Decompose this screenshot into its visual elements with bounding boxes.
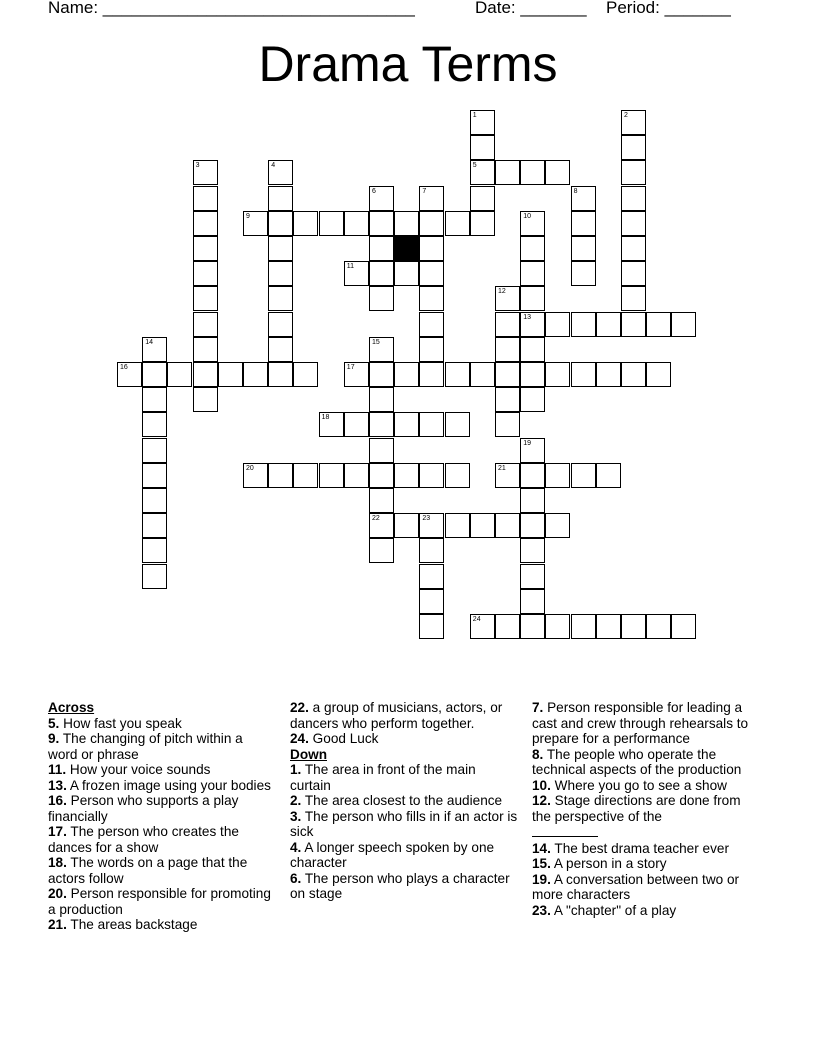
clue-number-label: 9.: [48, 731, 60, 746]
grid-cell[interactable]: [470, 186, 495, 211]
name-field[interactable]: Name: _________________________________: [48, 0, 415, 17]
clue-number-label: 8.: [532, 746, 544, 762]
clue-item: [48, 731, 274, 762]
clue-text: A "chapter" of a play: [550, 902, 677, 918]
grid-cell[interactable]: [571, 362, 596, 387]
grid-cell[interactable]: [571, 614, 596, 639]
clue-item: [532, 903, 758, 919]
clue-text: Person responsible for leading a cast and crew through rehearsals to prepare for a performance: [532, 700, 749, 746]
grid-cell[interactable]: [621, 236, 646, 261]
grid-cell[interactable]: [646, 614, 671, 639]
grid-cell[interactable]: [193, 261, 218, 286]
clue-number: 11: [346, 263, 355, 271]
grid-cell[interactable]: [369, 286, 394, 311]
clue-item: [532, 778, 758, 794]
clue-number-label: 3.: [290, 808, 302, 824]
grid-cell[interactable]: [369, 211, 394, 236]
clue-number-label: 16.: [48, 793, 67, 808]
grid-cell[interactable]: [394, 513, 419, 538]
grid-cell[interactable]: [495, 160, 520, 185]
grid-cell[interactable]: [369, 538, 394, 563]
clue-number: 24: [472, 616, 481, 623]
grid-cell[interactable]: [419, 463, 444, 488]
grid-cell[interactable]: [445, 362, 470, 387]
grid-cell[interactable]: [520, 362, 545, 387]
grid-cell[interactable]: [445, 513, 470, 538]
grid-cell[interactable]: [268, 186, 293, 211]
grid-cell[interactable]: [268, 337, 293, 362]
clue-text: a group of musicians, actors, or dancers who perform together.: [290, 700, 503, 731]
clue-item: [290, 700, 518, 731]
clue-text: The areas backstage: [66, 917, 198, 932]
grid-cell[interactable]: [293, 362, 318, 387]
page-title: Drama Terms: [258, 36, 558, 92]
grid-cell[interactable]: [470, 513, 495, 538]
grid-cell[interactable]: [394, 261, 419, 286]
grid-cell[interactable]: [646, 312, 671, 337]
grid-cell[interactable]: [268, 362, 293, 387]
clue-number-label: 10.: [532, 777, 551, 793]
grid-cell[interactable]: [520, 463, 545, 488]
clue-number: 22: [372, 515, 380, 523]
clue-text: The area closest to the audience: [301, 793, 503, 808]
clue-number-label: 13.: [48, 777, 67, 793]
clue-number-label: 11.: [48, 762, 67, 777]
grid-cell[interactable]: [621, 160, 646, 185]
grid-cell[interactable]: [369, 463, 394, 488]
clue-number: 10: [523, 212, 531, 220]
clue-text: Where you go to see a show: [550, 777, 727, 793]
clue-number-label: 18.: [48, 855, 67, 870]
clue-text: A person in a story: [550, 856, 667, 871]
clue-number: 13: [523, 313, 531, 321]
grid-cell[interactable]: [621, 261, 646, 286]
grid-cell[interactable]: [268, 211, 293, 236]
clue-number: 19: [523, 439, 531, 447]
clue-item: [48, 886, 274, 917]
grid-cell[interactable]: [193, 186, 218, 211]
clue-item: [532, 700, 758, 747]
clue-text: Stage directions are done from the perspective of the: [532, 793, 741, 824]
clue-item: [532, 747, 758, 778]
clue-item: [532, 793, 758, 841]
grid-cell[interactable]: [495, 614, 520, 639]
grid-cell[interactable]: [571, 211, 596, 236]
grid-cell[interactable]: [142, 513, 167, 538]
clue-text: The person who creates the dances for a show: [48, 824, 239, 855]
clue-number-label: 12.: [532, 793, 551, 808]
grid-cell[interactable]: [319, 463, 344, 488]
grid-cell[interactable]: [369, 236, 394, 261]
grid-cell[interactable]: [621, 362, 646, 387]
clue-number-label: 5.: [48, 715, 60, 731]
clue-number: 1: [472, 112, 477, 119]
clue-number: 20: [246, 464, 254, 472]
clues-column-1: [48, 700, 274, 933]
grid-cell[interactable]: [419, 261, 444, 286]
clue-number: 9: [246, 212, 250, 220]
clue-number: 15: [372, 338, 380, 346]
clue-item: [48, 917, 274, 933]
grid-cell[interactable]: [369, 362, 394, 387]
clue-number-label: 14.: [532, 840, 551, 856]
clue-number-label: 17.: [48, 824, 67, 839]
clue-text: Good Luck: [308, 731, 379, 746]
grid-cell[interactable]: [495, 412, 520, 437]
clue-item: [532, 872, 758, 903]
grid-cell[interactable]: [268, 261, 293, 286]
blocked-cell: [394, 236, 419, 261]
grid-cell[interactable]: [520, 538, 545, 563]
grid-cell[interactable]: [470, 211, 495, 236]
grid-cell[interactable]: [293, 463, 318, 488]
clue-text: Person responsible for promoting a production: [48, 886, 271, 917]
grid-cell[interactable]: [495, 513, 520, 538]
grid-cell[interactable]: [419, 614, 444, 639]
clue-number-label: 24.: [290, 731, 309, 746]
grid-cell[interactable]: [621, 614, 646, 639]
grid-cell[interactable]: [646, 362, 671, 387]
grid-cell[interactable]: [419, 412, 444, 437]
clue-number-label: 15.: [532, 856, 551, 871]
clue-number-label: 4.: [290, 839, 302, 855]
grid-cell[interactable]: [344, 463, 369, 488]
grid-cell[interactable]: [545, 312, 570, 337]
grid-cell[interactable]: [621, 135, 646, 160]
grid-cell[interactable]: [243, 362, 268, 387]
grid-cell[interactable]: [671, 614, 696, 639]
grid-cell[interactable]: [268, 312, 293, 337]
clue-number-label: 6.: [290, 870, 302, 886]
clue-number: 14: [145, 338, 153, 346]
clue-item: [48, 824, 274, 855]
clue-text: The people who operate the technical aspects of the production: [532, 746, 742, 777]
clue-number: 18: [321, 414, 330, 422]
clue-number-label: 21.: [48, 917, 67, 932]
grid-cell[interactable]: [571, 261, 596, 286]
grid-cell[interactable]: [520, 488, 545, 513]
grid-cell[interactable]: [394, 362, 419, 387]
clue-item: [290, 871, 518, 902]
clue-number-label: 7.: [532, 700, 544, 715]
clue-text: The best drama teacher ever: [550, 840, 729, 856]
clue-item: [48, 855, 274, 886]
grid-cell[interactable]: [193, 362, 218, 387]
clue-text: A conversation between two or more characters: [532, 871, 740, 902]
grid-cell[interactable]: [621, 211, 646, 236]
grid-cell[interactable]: [445, 412, 470, 437]
grid-cell[interactable]: [621, 312, 646, 337]
clue-text: How fast you speak: [59, 715, 182, 731]
grid-cell[interactable]: [520, 261, 545, 286]
grid-cell[interactable]: [218, 362, 243, 387]
clue-number: 8: [573, 187, 578, 195]
period-field[interactable]: Period: _______: [606, 0, 731, 17]
clue-number-label: 1.: [290, 762, 302, 777]
clue-number: 3: [195, 162, 200, 170]
grid-cell[interactable]: [419, 286, 444, 311]
grid-cell[interactable]: [596, 463, 621, 488]
grid-cell[interactable]: [142, 463, 167, 488]
grid-cell[interactable]: [293, 211, 318, 236]
clue-text: The area in front of the main curtain: [290, 762, 476, 793]
grid-cell[interactable]: [596, 312, 621, 337]
grid-cell[interactable]: [419, 312, 444, 337]
grid-cell[interactable]: [142, 438, 167, 463]
clue-number: 12: [498, 288, 506, 296]
grid-cell[interactable]: [419, 337, 444, 362]
clue-text: Person who supports a play financially: [48, 793, 239, 824]
grid-cell[interactable]: [193, 312, 218, 337]
grid-cell[interactable]: [193, 387, 218, 412]
clue-text: A frozen image using your bodies: [66, 777, 271, 793]
grid-cell[interactable]: [193, 236, 218, 261]
grid-cell[interactable]: [495, 337, 520, 362]
grid-cell[interactable]: [596, 362, 621, 387]
grid-cell[interactable]: [419, 362, 444, 387]
grid-cell[interactable]: [545, 513, 570, 538]
grid-cell[interactable]: [495, 387, 520, 412]
grid-cell[interactable]: [419, 589, 444, 614]
clue-text: The words on a page that the actors follow: [48, 855, 248, 886]
grid-cell[interactable]: [520, 236, 545, 261]
grid-cell[interactable]: [142, 564, 167, 589]
grid-cell[interactable]: [419, 211, 444, 236]
grid-cell[interactable]: [596, 614, 621, 639]
clue-number: 21: [498, 464, 506, 472]
grid-cell[interactable]: [520, 286, 545, 311]
grid-cell[interactable]: [369, 438, 394, 463]
clue-number-label: 20.: [48, 886, 67, 901]
clue-number: 5: [472, 162, 477, 170]
grid-cell[interactable]: [545, 614, 570, 639]
grid-cell[interactable]: [445, 211, 470, 236]
clue-number: 4: [271, 162, 276, 170]
grid-cell[interactable]: [369, 412, 394, 437]
grid-cell[interactable]: [571, 312, 596, 337]
grid-cell[interactable]: [419, 236, 444, 261]
grid-cell[interactable]: [545, 463, 570, 488]
clue-number: 23: [422, 515, 431, 523]
date-field[interactable]: Date: _______: [475, 0, 587, 17]
grid-cell[interactable]: [142, 412, 167, 437]
grid-cell[interactable]: [142, 387, 167, 412]
grid-cell[interactable]: [520, 387, 545, 412]
grid-cell[interactable]: [419, 538, 444, 563]
grid-cell[interactable]: [621, 186, 646, 211]
clue-item: [48, 716, 274, 732]
grid-cell[interactable]: [571, 463, 596, 488]
grid-cell[interactable]: [520, 160, 545, 185]
clue-number: 6: [372, 187, 376, 195]
clue-number: 17: [346, 364, 355, 371]
clue-number-label: 2.: [290, 793, 302, 808]
clue-number: 2: [624, 112, 628, 119]
grid-cell[interactable]: [470, 135, 495, 160]
grid-cell[interactable]: [268, 463, 293, 488]
across-heading: Across: [48, 700, 95, 715]
grid-cell[interactable]: [344, 211, 369, 236]
answer-blank: [532, 824, 598, 837]
clue-number-label: 23.: [532, 902, 551, 918]
clue-item: [290, 840, 518, 871]
clue-item: [290, 793, 518, 809]
clue-number: 7: [422, 187, 427, 195]
grid-cell[interactable]: [520, 614, 545, 639]
grid-cell[interactable]: [470, 362, 495, 387]
clue-item: [532, 841, 758, 857]
grid-cell[interactable]: [142, 362, 167, 387]
clue-text: How your voice sounds: [66, 762, 211, 777]
grid-cell[interactable]: [142, 538, 167, 563]
clue-text: The changing of pitch within a word or phrase: [48, 731, 243, 762]
clue-item: [290, 762, 518, 793]
grid-cell[interactable]: [445, 463, 470, 488]
grid-cell[interactable]: [142, 488, 167, 513]
grid-cell[interactable]: [394, 412, 419, 437]
grid-cell[interactable]: [394, 211, 419, 236]
grid-cell[interactable]: [545, 362, 570, 387]
clue-item: [290, 731, 518, 747]
grid-cell[interactable]: [193, 286, 218, 311]
grid-cell[interactable]: [621, 286, 646, 311]
grid-cell[interactable]: [671, 312, 696, 337]
clue-text: A longer speech spoken by one character: [290, 839, 495, 870]
grid-cell[interactable]: [167, 362, 192, 387]
grid-cell[interactable]: [571, 236, 596, 261]
clue-number: 16: [120, 364, 128, 371]
clues-column-3: [532, 700, 758, 918]
grid-cell[interactable]: [344, 412, 369, 437]
grid-cell[interactable]: [193, 337, 218, 362]
grid-cell[interactable]: [369, 387, 394, 412]
grid-cell[interactable]: [394, 463, 419, 488]
grid-cell[interactable]: [495, 362, 520, 387]
grid-cell[interactable]: [193, 211, 218, 236]
clue-item: [48, 793, 274, 824]
clue-item: [48, 762, 274, 778]
clue-number-label: 22.: [290, 700, 309, 715]
grid-cell[interactable]: [419, 564, 444, 589]
clue-text: The person who fills in if an actor is sick: [290, 808, 518, 839]
grid-cell[interactable]: [268, 236, 293, 261]
grid-cell[interactable]: [369, 261, 394, 286]
grid-cell[interactable]: [520, 564, 545, 589]
clue-text: The person who plays a character on stage: [290, 870, 510, 901]
clues-column-2: [290, 700, 518, 902]
grid-cell[interactable]: [495, 312, 520, 337]
grid-cell[interactable]: [268, 286, 293, 311]
grid-cell[interactable]: [369, 488, 394, 513]
clue-number-label: 19.: [532, 871, 551, 887]
grid-cell[interactable]: [545, 160, 570, 185]
grid-cell[interactable]: [520, 513, 545, 538]
down-heading: Down: [290, 746, 327, 762]
grid-cell[interactable]: [520, 337, 545, 362]
grid-cell[interactable]: [319, 211, 344, 236]
clue-item: [290, 809, 518, 840]
clue-item: [48, 778, 274, 794]
clue-item: [532, 856, 758, 872]
grid-cell[interactable]: [520, 589, 545, 614]
